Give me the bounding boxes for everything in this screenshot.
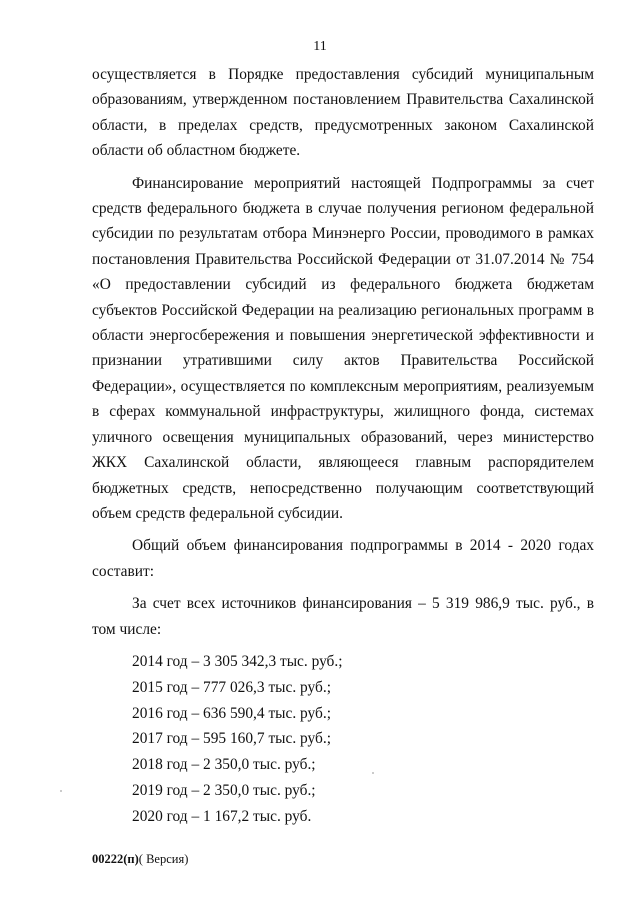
paragraph-all-sources: За счет всех источников финансирования – 5 319 986,9 тыс. руб., в том числе: [92, 595, 594, 638]
footer-version: ( Версия) [138, 852, 189, 866]
paragraph-total-volume: Общий объем финансирования подпрограммы в 2014 - 2020 годах составит: [92, 537, 594, 580]
funding-year-2015: 2015 год – 777 026,3 тыс. руб.; [132, 678, 331, 696]
footer-document-code: 00222(п) [92, 852, 139, 866]
paragraph-federal-financing: Финансирование мероприятий настоящей Подпрограммы за счет средств федерального бюджета в случае получения регионом федеральной субсидии по результатам отбора Минэнерго России, проводимого в рамках постановления Правительства Российской Федерации от 31.07.2014 № 754 «О предоставлении субсидий из федерального бюджета бюджетам субъектов Российской Федерации на реализацию региональных программ в области энергосбережения и повышения энергетической эффективности и признании утратившими силу актов Правительства Российской Федерации», осуществляется по комплексным мероприятиям, реализуемым в сферах коммунальной инфраструктуры, жилищного фонда, системах уличного освещения муниципальных образований, через министерство ЖКХ Сахалинской области, являющееся главным распорядителем бюджетных средств, непосредственно получающим соответствующий объем средств федеральной субсидии. [92, 174, 594, 522]
funding-year-2019: 2019 год – 2 350,0 тыс. руб.; [132, 781, 316, 799]
scan-speck [60, 790, 62, 792]
funding-year-2018: 2018 год – 2 350,0 тыс. руб.; [132, 756, 316, 774]
funding-year-2020: 2020 год – 1 167,2 тыс. руб. [132, 807, 312, 825]
funding-year-2017: 2017 год – 595 160,7 тыс. руб.; [132, 730, 331, 748]
paragraph-procedure: осуществляется в Порядке предоставления субсидий муниципальным образованиям, утвержденном постановлением Правительства Сахалинской области, в пределах средств, предусмотренных законом Сахалинской области об областном бюджете. [92, 66, 594, 160]
funding-year-2014: 2014 год – 3 305 342,3 тыс. руб.; [132, 652, 343, 670]
document-body [92, 62, 594, 830]
funding-year-2016: 2016 год – 636 590,4 тыс. руб.; [132, 704, 331, 722]
document-footer [92, 852, 188, 867]
page-number: 11 [313, 39, 327, 54]
scan-speck [372, 772, 374, 774]
funding-by-year-list [92, 649, 594, 830]
